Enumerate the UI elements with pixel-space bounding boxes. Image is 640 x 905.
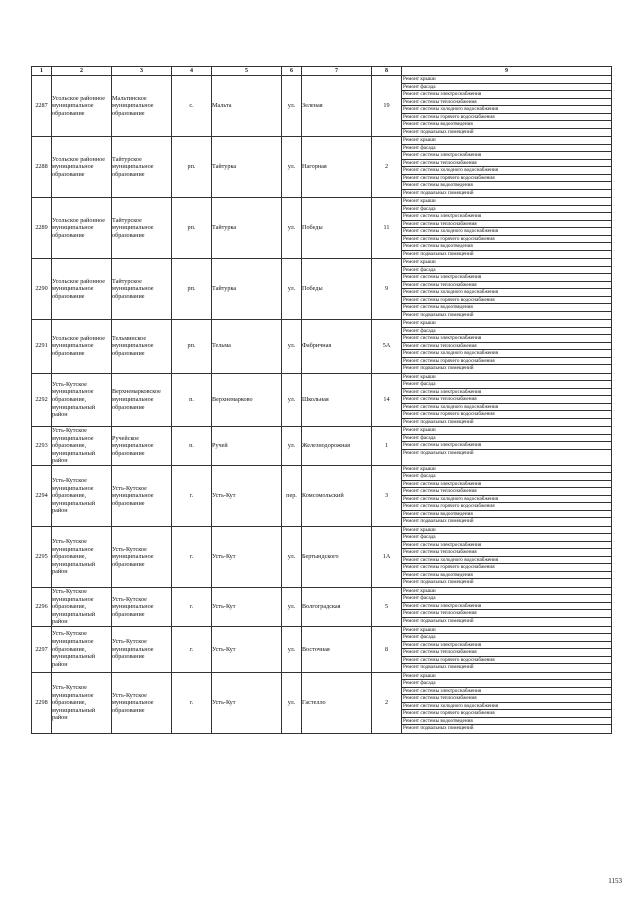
work-item: Ремонт системы теплоснабжения [402,160,611,168]
work-item: Ремонт подвальных помещений [403,365,474,371]
table-row [32,137,612,198]
work-item: Ремонт крыши [402,76,611,84]
settlement-cell: Верхнемарково [212,373,282,427]
street-type-cell: ул. [282,76,302,137]
work-item: Ремонт фасада [402,680,611,688]
street-type-cell: ул. [282,427,302,466]
work-item: Ремонт системы электроснабжения [402,642,611,650]
street-type-cell: ул. [282,587,302,626]
table-row [32,465,612,526]
settlement-type-cell: г. [172,526,212,587]
work-item: Ремонт подвальных помещений [403,250,474,257]
settlement-type-cell: г. [172,465,212,526]
municipality-cell: Мальтинское муниципальное образование [112,76,172,137]
table-row [32,259,612,320]
work-item: Ремонт системы электроснабжения [402,335,611,343]
work-item: Ремонт системы электроснабжения [402,274,611,282]
work-item: Ремонт крыши [402,527,611,535]
settlement-cell: Усть-Кут [212,626,282,672]
work-item: Ремонт системы холодного водоснабжения [402,703,611,711]
region-cell: Усольское районное муниципальное образование [52,76,112,137]
settlement-cell: Тайтурка [212,259,282,320]
street-cell: Железнодорожная [302,427,372,466]
municipality-cell: Тайтурское муниципальное образование [112,259,172,320]
region-cell: Усть-Кутское муниципальное образование, муниципальный район [52,465,112,526]
settlement-type-cell: рп. [172,259,212,320]
works-list-cell [402,427,612,466]
work-item: Ремонт системы теплоснабжения [402,282,611,290]
street-cell: Восточная [302,626,372,672]
house-number-cell: 2 [372,137,402,198]
work-item: Ремонт системы теплоснабжения [402,396,611,404]
col-header: 4 [172,67,212,76]
work-item: Ремонт системы теплоснабжения [402,610,611,618]
house-number-cell: 9 [372,259,402,320]
work-item: Ремонт системы электроснабжения [402,442,611,450]
table-row [32,427,612,466]
col-header: 6 [282,67,302,76]
col-header: 3 [112,67,172,76]
work-item: Ремонт фасада [402,267,611,275]
street-cell: Школьная [302,373,372,427]
work-item: Ремонт крыши [402,466,611,474]
work-item: Ремонт фасада [402,473,611,481]
work-item: Ремонт системы электроснабжения [402,481,611,489]
street-cell: Нагорная [302,137,372,198]
street-cell: Гастелло [302,672,372,733]
settlement-type-cell: г. [172,672,212,733]
municipality-cell: Ручейское муниципальное образование [112,427,172,466]
house-number-cell: 11 [372,198,402,259]
work-item: Ремонт подвальных помещений [403,579,474,586]
col-header: 1 [32,67,52,76]
works-list-cell [402,259,612,320]
settlement-type-cell: рп. [172,320,212,374]
table-row [32,198,612,259]
settlement-type-cell: п. [172,427,212,466]
work-item: Ремонт системы электроснабжения [402,91,611,99]
work-item: Ремонт системы горячего водоснабжения [402,564,611,572]
row-number-cell: 2296 [32,587,52,626]
house-number-cell: 1А [372,526,402,587]
table-row [32,373,612,427]
work-item: Ремонт системы электроснабжения [402,688,611,696]
work-item: Ремонт системы холодного водоснабжения [402,496,611,504]
work-item: Ремонт системы теплоснабжения [402,488,611,496]
row-number-cell: 2293 [32,427,52,466]
work-item: Ремонт системы водоотведения [402,304,611,312]
table-row [32,672,612,733]
work-item: Ремонт фасада [402,634,611,642]
settlement-cell: Усть-Кут [212,672,282,733]
table-row [32,320,612,374]
col-header: 7 [302,67,372,76]
works-list-cell [402,373,612,427]
work-item: Ремонт системы горячего водоснабжения [402,657,611,665]
work-item: Ремонт крыши [402,137,611,145]
settlement-type-cell: с. [172,76,212,137]
settlement-cell: Усть-Кут [212,465,282,526]
row-number-cell: 2291 [32,320,52,374]
row-number-cell: 2295 [32,526,52,587]
street-cell: Комсомольский [302,465,372,526]
work-item: Ремонт крыши [402,588,611,596]
work-item: Ремонт крыши [402,627,611,635]
work-item: Ремонт системы электроснабжения [402,152,611,160]
work-item: Ремонт крыши [402,673,611,681]
works-list-cell [402,320,612,374]
work-item: Ремонт системы горячего водоснабжения [402,358,611,366]
works-list-cell [402,465,612,526]
settlement-cell: Ручей [212,427,282,466]
street-type-cell: ул. [282,320,302,374]
work-item: Ремонт системы горячего водоснабжения [402,297,611,305]
work-item: Ремонт подвальных помещений [403,725,474,732]
work-item: Ремонт системы горячего водоснабжения [402,411,611,419]
street-cell: Зеленая [302,76,372,137]
street-type-cell: ул. [282,259,302,320]
region-cell: Усольское районное муниципальное образование [52,259,112,320]
street-cell: Бертындского [302,526,372,587]
municipality-cell: Тайтурское муниципальное образование [112,137,172,198]
work-item: Ремонт системы электроснабжения [402,213,611,221]
region-cell: Усть-Кутское муниципальное образование, муниципальный район [52,626,112,672]
col-header: 9 [402,67,612,76]
work-item: Ремонт подвальных помещений [403,128,474,135]
region-cell: Усть-Кутское муниципальное образование, муниципальный район [52,427,112,466]
works-list-cell [402,672,612,733]
works-list-cell [402,76,612,137]
settlement-cell: Мальта [212,76,282,137]
work-item: Ремонт системы холодного водоснабжения [402,404,611,412]
street-type-cell: ул. [282,137,302,198]
row-number-cell: 2297 [32,626,52,672]
work-item: Ремонт подвальных помещений [403,617,474,624]
region-cell: Усольское районное муниципальное образование [52,198,112,259]
work-item: Ремонт подвальных помещений [403,518,474,525]
street-type-cell: ул. [282,672,302,733]
work-item: Ремонт системы водоотведения [402,572,611,580]
work-item: Ремонт крыши [402,259,611,267]
work-item: Ремонт подвальных помещений [403,418,474,425]
table-row [32,587,612,626]
region-cell: Усть-Кутское муниципальное образование, муниципальный район [52,526,112,587]
col-header: 5 [212,67,282,76]
house-number-cell: 8 [372,626,402,672]
settlement-type-cell: рп. [172,137,212,198]
work-item: Ремонт фасада [402,206,611,214]
capital-repair-table [31,66,612,734]
work-item: Ремонт системы теплоснабжения [402,695,611,703]
work-item: Ремонт системы теплоснабжения [402,221,611,229]
row-number-cell: 2287 [32,76,52,137]
work-item: Ремонт системы холодного водоснабжения [402,557,611,565]
work-item: Ремонт системы водоотведения [402,243,611,251]
work-item: Ремонт системы горячего водоснабжения [402,710,611,718]
work-item: Ремонт системы горячего водоснабжения [402,114,611,122]
work-item: Ремонт системы водоотведения [402,511,611,519]
work-item: Ремонт подвальных помещений [403,311,474,318]
region-cell: Усть-Кутское муниципальное образование, муниципальный район [52,672,112,733]
work-item: Ремонт фасада [402,381,611,389]
row-number-cell: 2294 [32,465,52,526]
table-row [32,526,612,587]
street-cell: Победы [302,259,372,320]
settlement-type-cell: рп. [172,198,212,259]
work-item: Ремонт системы холодного водоснабжения [402,289,611,297]
street-type-cell: ул. [282,526,302,587]
house-number-cell: 19 [372,76,402,137]
settlement-cell: Усть-Кут [212,587,282,626]
header-row [32,67,612,76]
work-item: Ремонт крыши [402,427,611,435]
municipality-cell: Усть-Кутское муниципальное образование [112,587,172,626]
work-item: Ремонт системы горячего водоснабжения [402,503,611,511]
settlement-type-cell: г. [172,626,212,672]
work-item: Ремонт фасада [402,84,611,92]
municipality-cell: Тайтурское муниципальное образование [112,198,172,259]
region-cell: Усть-Кутское муниципальное образование, муниципальный район [52,373,112,427]
municipality-cell: Верхнемарковское муниципальное образование [112,373,172,427]
work-item: Ремонт системы водоотведения [402,182,611,190]
settlement-cell: Тельма [212,320,282,374]
work-item: Ремонт системы водоотведения [402,121,611,129]
col-header: 8 [372,67,402,76]
settlement-type-cell: п. [172,373,212,427]
house-number-cell: 5 [372,587,402,626]
region-cell: Усольское районное муниципальное образование [52,320,112,374]
row-number-cell: 2289 [32,198,52,259]
works-list-cell [402,137,612,198]
work-item: Ремонт фасада [402,534,611,542]
work-item: Ремонт подвальных помещений [403,189,474,196]
col-header: 2 [52,67,112,76]
work-item: Ремонт системы теплоснабжения [402,649,611,657]
work-item: Ремонт системы теплоснабжения [402,99,611,107]
house-number-cell: 5А [372,320,402,374]
work-item: Ремонт системы холодного водоснабжения [402,350,611,358]
street-type-cell: пер. [282,465,302,526]
house-number-cell: 2 [372,672,402,733]
works-list-cell [402,526,612,587]
settlement-type-cell: г. [172,587,212,626]
street-cell: Волгоградская [302,587,372,626]
work-item: Ремонт крыши [402,374,611,382]
table-row [32,76,612,137]
municipality-cell: Усть-Кутское муниципальное образование [112,526,172,587]
work-item: Ремонт системы теплоснабжения [402,343,611,351]
work-item: Ремонт подвальных помещений [403,664,474,671]
page-number: 1153 [608,877,622,885]
street-type-cell: ул. [282,373,302,427]
row-number-cell: 2288 [32,137,52,198]
house-number-cell: 3 [372,465,402,526]
house-number-cell: 1 [372,427,402,466]
works-list-cell [402,198,612,259]
work-item: Ремонт системы электроснабжения [402,542,611,550]
work-item: Ремонт крыши [402,320,611,328]
region-cell: Усть-Кутское муниципальное образование, муниципальный район [52,587,112,626]
street-type-cell: ул. [282,626,302,672]
work-item: Ремонт системы водоотведения [402,718,611,726]
region-cell: Усольское районное муниципальное образование [52,137,112,198]
work-item: Ремонт подвальных помещений [403,449,474,456]
settlement-cell: Тайтурка [212,137,282,198]
street-cell: Победы [302,198,372,259]
municipality-cell: Тельминское муниципальное образование [112,320,172,374]
municipality-cell: Усть-Кутское муниципальное образование [112,465,172,526]
work-item: Ремонт системы электроснабжения [402,389,611,397]
row-number-cell: 2290 [32,259,52,320]
table-row [32,626,612,672]
work-item: Ремонт фасада [402,328,611,336]
work-item: Ремонт системы теплоснабжения [402,549,611,557]
works-list-cell [402,626,612,672]
street-cell: Фабричная [302,320,372,374]
work-item: Ремонт фасада [402,435,611,443]
work-item: Ремонт системы электроснабжения [402,603,611,611]
row-number-cell: 2298 [32,672,52,733]
works-list-cell [402,587,612,626]
work-item: Ремонт системы холодного водоснабжения [402,167,611,175]
work-item: Ремонт системы горячего водоснабжения [402,175,611,183]
house-number-cell: 14 [372,373,402,427]
municipality-cell: Усть-Кутское муниципальное образование [112,626,172,672]
settlement-cell: Тайтурка [212,198,282,259]
settlement-cell: Усть-Кут [212,526,282,587]
municipality-cell: Усть-Кутское муниципальное образование [112,672,172,733]
street-type-cell: ул. [282,198,302,259]
row-number-cell: 2292 [32,373,52,427]
work-item: Ремонт системы горячего водоснабжения [402,236,611,244]
work-item: Ремонт крыши [402,198,611,206]
work-item: Ремонт системы холодного водоснабжения [402,106,611,114]
work-item: Ремонт фасада [402,145,611,153]
work-item: Ремонт системы холодного водоснабжения [402,228,611,236]
work-item: Ремонт фасада [402,595,611,603]
